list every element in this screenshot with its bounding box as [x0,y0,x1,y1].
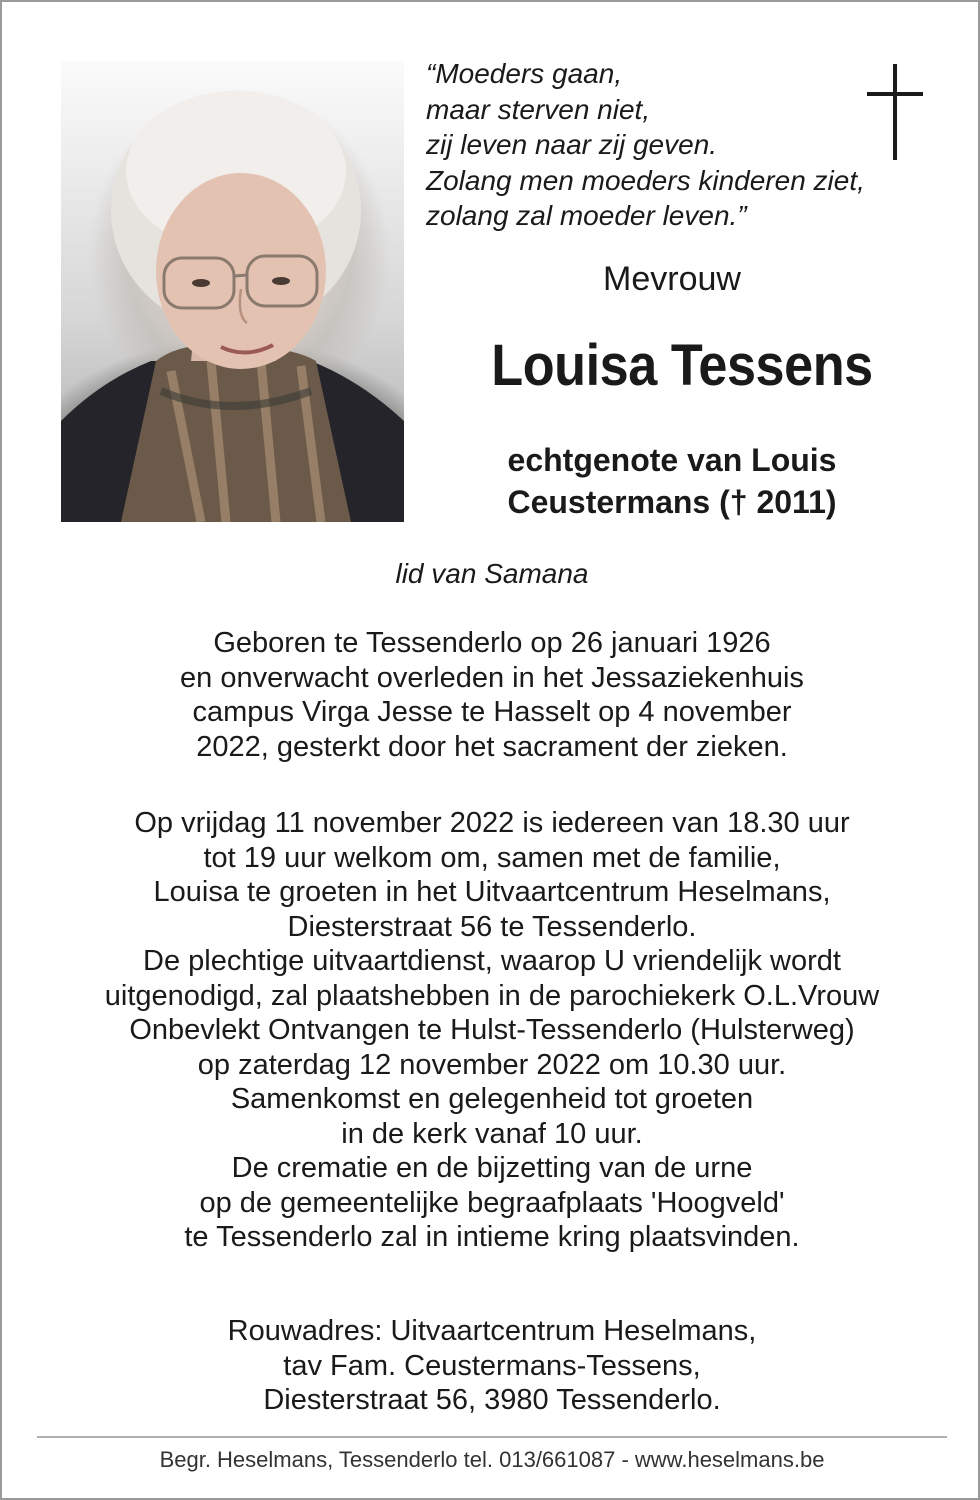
cross-icon [867,64,923,160]
footer-divider [37,1436,947,1438]
poem-line: maar sterven niet, [426,93,651,125]
paragraph-line: Diesterstraat 56 te Tessenderlo. [287,910,697,943]
funeral-home-footer: Begr. Heselmans, Tessenderlo tel. 013/661087 - www.heselmans.be [159,1447,825,1472]
paragraph-line: Samenkomst en gelegenheid tot groeten [230,1083,754,1115]
paragraph-line: uitgenodigd, zal plaatshebben in de parochiekerk O.L.Vrouw [104,979,880,1012]
membership: lid van Samana [395,558,589,589]
paragraph-line: De plechtige uitvaartdienst, waarop U vriendelijk wordt [143,945,841,977]
spouse-info [422,439,922,523]
paragraph-line: Geboren te Tessenderlo op 26 januari 1926 [213,627,771,659]
address-line: Diesterstraat 56, 3980 Tessenderlo. [263,1384,721,1416]
paragraph-line: en onverwacht overleden in het Jessaziekenhuis [180,661,804,694]
paragraph-line: op de gemeentelijke begraafplaats 'Hoogveld' [199,1186,785,1219]
paragraph-line: op zaterdag 12 november 2022 om 10.30 uur. [197,1048,787,1081]
portrait-photo [61,61,404,522]
address-line: tav Fam. Ceustermans-Tessens, [283,1349,701,1382]
poem-line: Zolang men moeders kinderen ziet, [426,164,865,196]
poem-line: zij leven naar zij geven. [426,129,718,160]
paragraph-line: De crematie en de bijzetting van de urne [231,1152,753,1184]
paragraph-line: tot 19 uur welkom om, samen met de familie, [203,841,781,874]
spouse-line: Ceustermans († 2011) [507,484,837,520]
paragraph-line: Onbevlekt Ontvangen te Hulst-Tessenderlo (Hulsterweg) [129,1014,855,1046]
paragraph-line: Op vrijdag 11 november 2022 is iedereen van 18.30 uur [134,807,850,839]
paragraph-line: Louisa te groeten in het Uitvaartcentrum Heselmans, [153,876,831,908]
paragraph-line: 2022, gesterkt door het sacrament der zieken. [196,730,788,763]
title-prefix: Mevrouw [603,260,741,298]
paragraph-line: te Tessenderlo zal in intieme kring plaatsvinden. [184,1221,800,1253]
paragraph-line: campus Virga Jesse te Hasselt op 4 november [192,696,792,728]
birth-death-paragraph [42,626,942,764]
address-line: Rouwadres: Uitvaartcentrum Heselmans, [227,1315,757,1347]
paragraph-line: in de kerk vanaf 10 uur. [341,1117,643,1150]
poem-line: zolang zal moeder leven.” [426,200,747,231]
mourning-address [42,1314,942,1418]
memorial-poem [426,56,866,234]
portrait-illustration [61,61,404,522]
ceremony-paragraph [42,806,942,1255]
poem-line: “Moeders gaan, [426,58,623,89]
spouse-line: echtgenote van Louis [507,442,837,478]
deceased-name: Louisa Tessens [491,333,873,398]
